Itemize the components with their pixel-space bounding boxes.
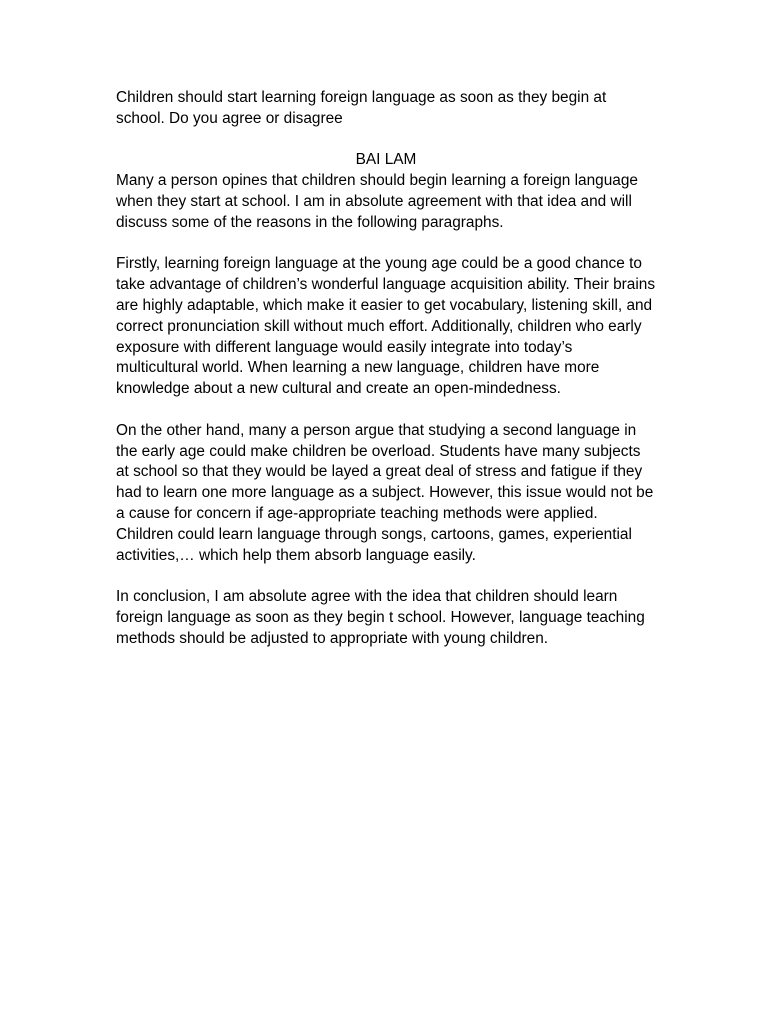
essay-prompt: Children should start learning foreign language as soon as they begin at school. Do you agree or disagree	[116, 89, 607, 127]
paragraph-conclusion: In conclusion, I am absolute agree with the idea that children should learn foreign language as soon as they begin t school. However, language teaching methods should be adjusted to appropriate with young children.	[116, 588, 645, 647]
paragraph-first-argument: Firstly, learning foreign language at the young age could be a good chance to take advantage of children’s wonderful language acquisition ability. Their brains are highly adaptable, which make it easier to get vocabulary, listening skill, and correct pronunciation skill without much effort. Additionally, children who early exposure with different language would easily integrate into today’s multicultural world. When learning a new language, children have more knowledge about a new cultural and create an open-mindedness.	[116, 255, 656, 398]
essay-heading: BAI LAM	[355, 151, 417, 169]
paragraph-introduction: Many a person opines that children should begin learning a foreign language when they start at school. I am in absolute agreement with that idea and will discuss some of the reasons in the following paragraphs.	[116, 172, 638, 231]
paragraph-counter-argument: On the other hand, many a person argue that studying a second language in the early age could make children be overload. Students have many subjects at school so that they would be layed a great deal of stress and fatigue if they had to learn one more language as a subject. However, this issue would not be a cause for concern if age-appropriate teaching methods were applied. Children could learn language through songs, cartoons, games, experiential activities,… which help them absorb language easily.	[116, 421, 654, 564]
document-body	[116, 88, 656, 650]
